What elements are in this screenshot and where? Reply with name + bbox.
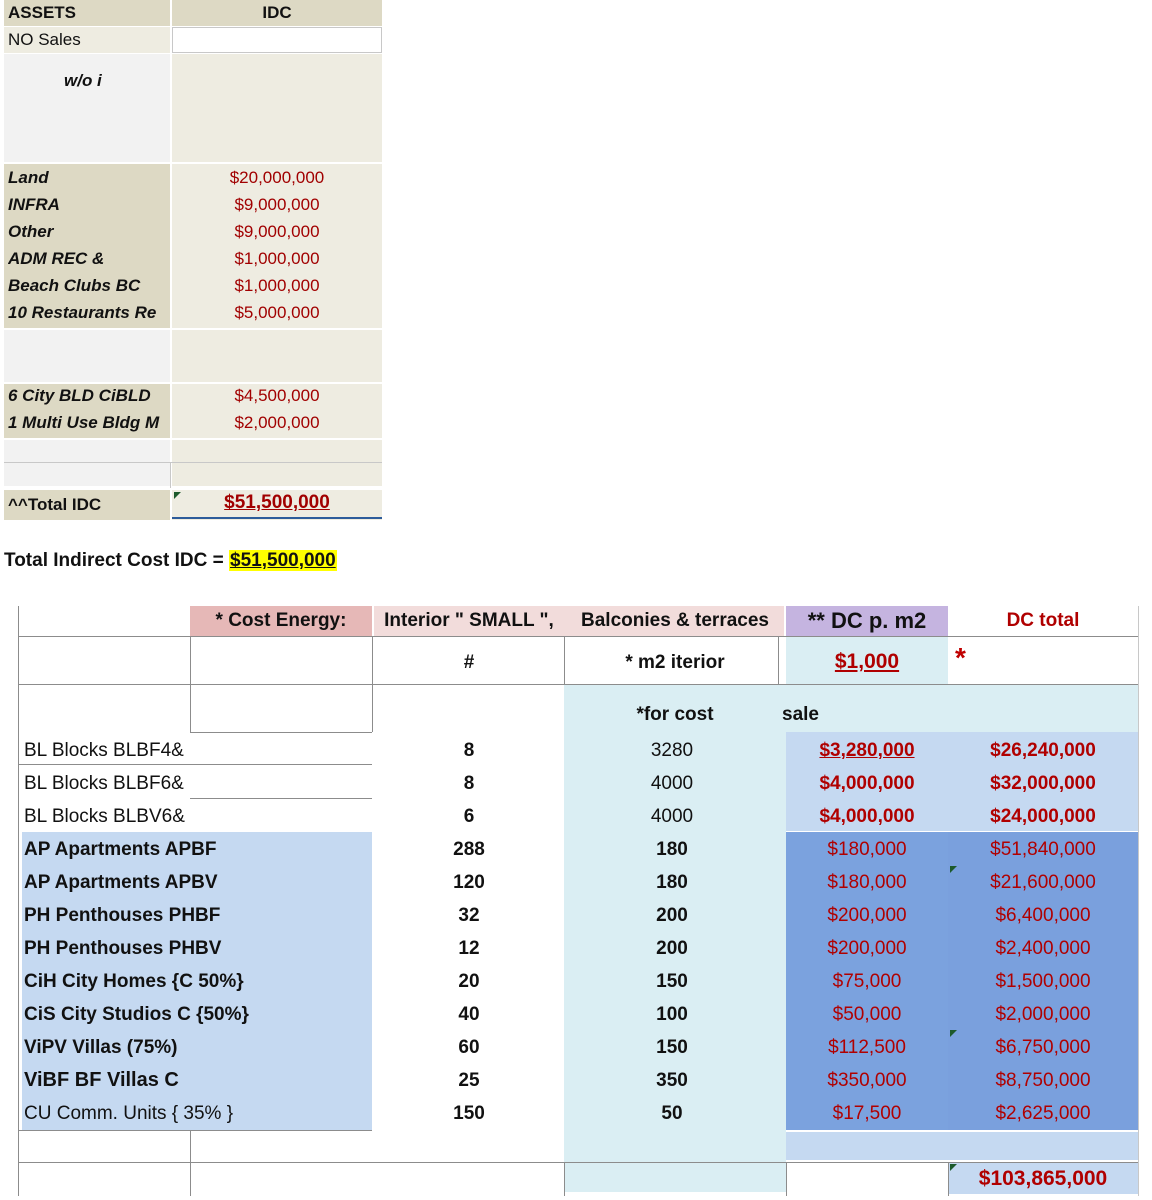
row-dc-total: $51,840,000: [990, 839, 1096, 860]
header-dc-total: DC total: [1006, 610, 1080, 631]
idc-sheet: [4, 0, 382, 522]
row-name: AP Apartments APBF: [24, 839, 217, 860]
idc-label: ADM REC &: [8, 249, 105, 268]
dc-per-m2-input[interactable]: $1,000: [834, 650, 900, 673]
row-name: PH Penthouses PHBF: [24, 905, 221, 926]
header-assets: ASSETS: [8, 3, 77, 22]
idc-label: 10 Restaurants Re: [8, 303, 157, 322]
row-dc-pm2: $75,000: [832, 971, 902, 992]
summary-line: [4, 548, 337, 574]
row-dc-total: $1,500,000: [995, 971, 1091, 992]
row-count: 150: [453, 1103, 485, 1124]
grid-line: [564, 1162, 565, 1196]
row-count: 40: [458, 1004, 480, 1025]
idc-label: INFRA: [8, 195, 60, 214]
row-m2: 180: [656, 839, 688, 860]
row-dc-total: $8,750,000: [995, 1070, 1091, 1091]
idc-value: $5,000,000: [234, 303, 320, 322]
row-count: 60: [458, 1037, 480, 1058]
row-count: 32: [458, 905, 480, 926]
row-dc-total: $21,600,000: [990, 872, 1096, 893]
row-count: 12: [458, 938, 480, 959]
row-count: 120: [453, 872, 485, 893]
row-dc-pm2: $4,000,000: [819, 773, 915, 794]
idc-value: $9,000,000: [234, 195, 320, 214]
row-name: BL Blocks BLBF4&: [24, 740, 184, 761]
idc-nosales-input[interactable]: [172, 27, 382, 53]
row-name: ViBF BF Villas C: [24, 1069, 179, 1091]
row-m2: 350: [656, 1070, 688, 1091]
idc-value: $4,500,000: [234, 386, 320, 405]
idc-label: Land: [8, 168, 49, 187]
idc-value: $1,000,000: [234, 276, 320, 295]
total-idc-label: ^^Total IDC: [8, 495, 102, 514]
row-dc-total: $26,240,000: [990, 740, 1096, 761]
row-dc-total: $2,400,000: [995, 938, 1091, 959]
row-dc-pm2: $112,500: [828, 1037, 906, 1058]
row-dc-total: $6,400,000: [995, 905, 1091, 926]
row-dc-total: $32,000,000: [990, 773, 1096, 794]
subheader-sale: sale: [782, 704, 819, 725]
row-name: AP Apartments APBV: [24, 872, 218, 893]
subheader-for-cost: *for cost: [636, 704, 714, 725]
row-m2: 200: [656, 938, 688, 959]
row-name: CiS City Studios C {50%}: [24, 1004, 249, 1025]
idc-value: $9,000,000: [234, 222, 320, 241]
row-name: BL Blocks BLBV6&: [24, 806, 185, 827]
row-count: 6: [463, 806, 475, 827]
row-m2: 4000: [650, 773, 694, 794]
subheader-count: #: [463, 652, 475, 673]
idc-divider: [4, 462, 382, 463]
grid-line: [18, 606, 19, 1196]
asterisk-mark: *: [955, 642, 966, 673]
row-dc-pm2: $200,000: [827, 905, 907, 926]
idc-gap-bg: [4, 330, 170, 382]
idc-label: 6 City BLD CiBLD: [8, 386, 151, 405]
idc-divider-v: [170, 462, 171, 488]
grid-line: [18, 684, 1138, 685]
idc-value: $20,000,000: [229, 168, 325, 187]
row-dc-pm2: $180,000: [827, 872, 907, 893]
idc-gap-bg-b: [172, 330, 382, 382]
summary-text: Total Indirect Cost IDC =: [4, 550, 230, 571]
row-dc-pm2: $3,280,000: [819, 740, 915, 761]
row-m2: 150: [656, 971, 688, 992]
pre-total-bg: [786, 1132, 1138, 1160]
row-dc-pm2: $50,000: [832, 1004, 902, 1025]
row-m2: 150: [656, 1037, 688, 1058]
row-dc-total: $2,000,000: [995, 1004, 1091, 1025]
row-count: 8: [463, 740, 475, 761]
row-dc-pm2: $200,000: [827, 938, 907, 959]
header-interior: Interior " SMALL ",: [384, 610, 554, 631]
row-count: 288: [453, 839, 485, 860]
grid-line: [190, 732, 372, 733]
cell-comment-flag: [950, 866, 957, 873]
idc-gap2-bg: [4, 440, 170, 486]
idc-woi-bg-b: [172, 54, 382, 162]
row-dc-pm2: $350,000: [827, 1070, 907, 1091]
grid-line: [18, 1130, 372, 1131]
idc-gap2-bg-b: [172, 440, 382, 486]
idc-label: Other: [8, 222, 54, 241]
grid-line: [564, 636, 565, 684]
woi-label: w/o i: [64, 71, 102, 90]
row-dc-pm2: $180,000: [827, 839, 907, 860]
row-name: CiH City Homes {C 50%}: [24, 971, 244, 992]
subheader-m2-interior: * m2 iterior: [625, 652, 725, 673]
grand-total-value: $103,865,000: [978, 1167, 1108, 1190]
dc-sheet: [18, 606, 1142, 1196]
cell-comment-flag: [950, 1030, 957, 1037]
header-balconies: Balconies & terraces: [581, 610, 769, 631]
row-m2: 3280: [650, 740, 694, 761]
row-m2: 4000: [650, 806, 694, 827]
no-sales-label: NO Sales: [8, 30, 81, 49]
row-dc-total: $24,000,000: [990, 806, 1096, 827]
row-name: BL Blocks BLBF6&: [24, 773, 184, 794]
row-dc-pm2: $17,500: [832, 1103, 902, 1124]
row-count: 20: [458, 971, 480, 992]
idc-label: Beach Clubs BC: [8, 276, 141, 295]
idc-total-underline: [172, 517, 382, 519]
row-dc-total: $2,625,000: [995, 1103, 1091, 1124]
header-cost-energy: * Cost Energy:: [215, 610, 347, 631]
header-dc-pm2: ** DC p. m2: [807, 608, 927, 633]
row-dc-pm2: $4,000,000: [819, 806, 915, 827]
grid-line: [18, 636, 1138, 637]
idc-label: 1 Multi Use Bldg M: [8, 413, 160, 432]
row-m2: 100: [656, 1004, 688, 1025]
idc-value: $1,000,000: [234, 249, 320, 268]
grid-line: [190, 1130, 191, 1196]
row-m2: 180: [656, 872, 688, 893]
row-m2: 50: [661, 1103, 683, 1124]
row-m2: 200: [656, 905, 688, 926]
idc-value: $2,000,000: [234, 413, 320, 432]
row-count: 8: [463, 773, 475, 794]
header-idc: IDC: [262, 3, 292, 22]
dctotal-column-bg: [948, 684, 1138, 732]
row-name: ViPV Villas (75%): [24, 1037, 178, 1058]
total-idc-value: $51,500,000: [224, 492, 330, 513]
grid-line: [1138, 606, 1139, 1196]
row-name: CU Comm. Units { 35% }: [24, 1103, 234, 1124]
row-name: PH Penthouses PHBV: [24, 938, 222, 959]
summary-highlight-value: $51,500,000: [230, 550, 336, 571]
grid-line: [786, 1162, 787, 1196]
row-count: 25: [458, 1070, 480, 1091]
row-dc-total: $6,750,000: [995, 1037, 1091, 1058]
